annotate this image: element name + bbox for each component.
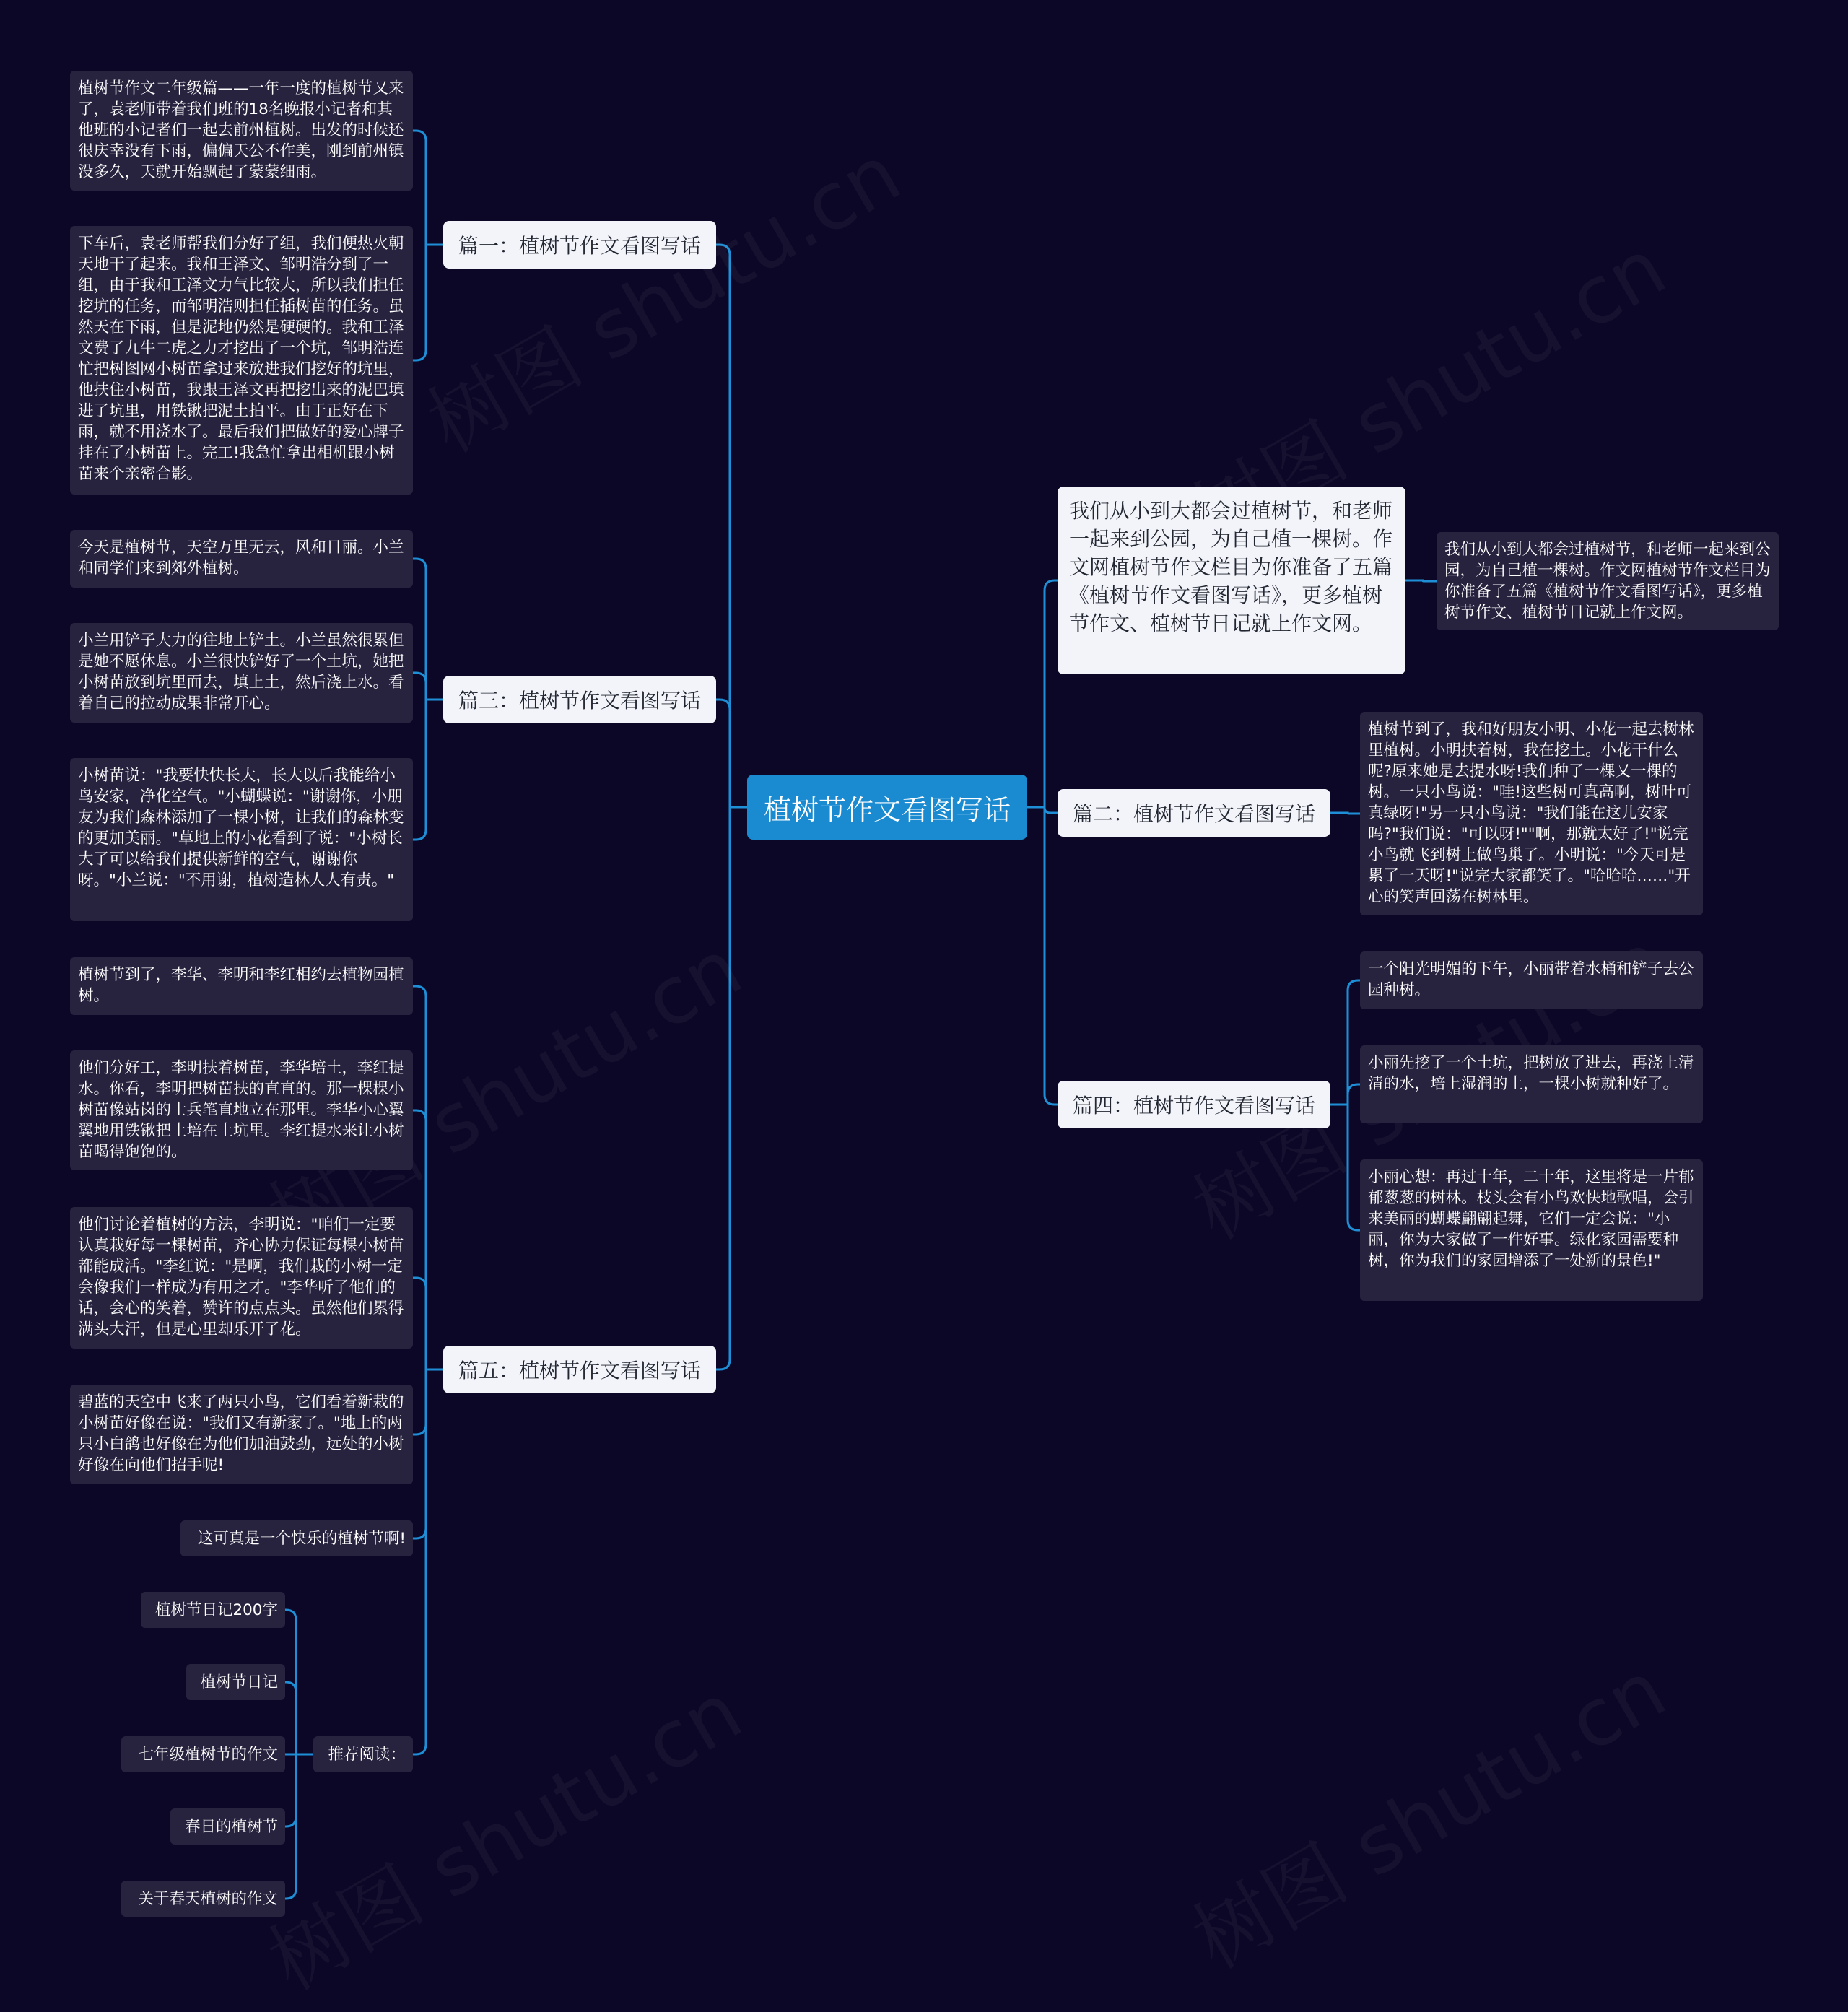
connector-line: [413, 673, 443, 700]
connector-line: [413, 1110, 443, 1369]
leaf-part3-3[interactable]: 小树苗说："我要快快长大，长大以后我能给小鸟安家，净化空气。"小蝴蝶说："谢谢你，小朋友为我们森林添加了一棵小树，让我们的森林变的更加美丽。"草地上的小花看到了说："小树长大了可以给我们提供新鲜的空气，谢谢你呀。"小兰说："不用谢，植树造林人人有责。": [70, 758, 413, 921]
leaf-part5-3[interactable]: 他们讨论着植树的方法，李明说："咱们一定要认真栽好每一棵树苗，齐心协力保证每棵小树苗都能成活。"李红说："是啊，我们栽的小树一定会像我们一样成为有用之才。"李华听了他们的话，会心的笑着，赞许的点点头。虽然他们累得满头大汗，但是心里却乐开了花。: [70, 1207, 413, 1349]
connector-line: [413, 986, 443, 1369]
connector-line: [1330, 1105, 1360, 1230]
leaf-part5-4[interactable]: 碧蓝的天空中飞来了两只小鸟，它们看着新栽的小树苗好像在说："我们又有新家了。"地上的两只小白鸽也好像在为他们加油鼓劲，远处的小树好像在向他们招手呢!: [70, 1385, 413, 1484]
branch-part5[interactable]: 篇五：植树节作文看图写话: [443, 1346, 716, 1393]
recommend-item[interactable]: 植树节日记: [186, 1664, 285, 1700]
leaf-part4-3[interactable]: 小丽心想：再过十年，二十年，这里将是一片郁郁葱葱的树林。枝头会有小鸟欢快地歌唱，会引来美丽的蝴蝶翩翩起舞，它们一定会说："小丽，你为大家做了一件好事。绿化家园需要种树，你为我们的家园增添了一处新的景色!": [1360, 1159, 1703, 1301]
leaf-part4-1[interactable]: 一个阳光明媚的下午，小丽带着水桶和铲子去公园种树。: [1360, 951, 1703, 1009]
connector-line: [716, 245, 747, 807]
root-node[interactable]: 植树节作文看图写话: [747, 775, 1027, 840]
leaf-part5-1[interactable]: 植树节到了，李华、李明和李红相约去植物园植树。: [70, 957, 413, 1015]
recommend-item[interactable]: 春日的植树节: [170, 1808, 285, 1845]
branch-part4[interactable]: 篇四：植树节作文看图写话: [1058, 1081, 1330, 1128]
intro-detail[interactable]: 我们从小到大都会过植树节，和老师一起来到公园，为自己植一棵树。作文网植树节作文栏目为你准备了五篇《植树节作文看图写话》，更多植树节作文、植树节日记就上作文网。: [1437, 532, 1779, 630]
branch-part3[interactable]: 篇三：植树节作文看图写话: [443, 676, 716, 723]
connector-line: [285, 1754, 313, 1826]
connector-line: [285, 1682, 313, 1754]
connector-line: [716, 807, 747, 1369]
connector-line: [1330, 980, 1360, 1105]
connector-line: [413, 131, 443, 245]
connector-line: [413, 700, 443, 840]
connector-line: [1027, 807, 1058, 1105]
recommend-item[interactable]: 植树节日记200字: [141, 1592, 285, 1628]
leaf-part3-1[interactable]: 今天是植树节，天空万里无云，风和日丽。小兰和同学们来到郊外植树。: [70, 530, 413, 588]
leaf-part1-2[interactable]: 下车后，袁老师帮我们分好了组，我们便热火朝天地干了起来。我和王泽文、邹明浩分到了一组，由于我和王泽文力气比较大，所以我们担任挖坑的任务，而邹明浩则担任插树苗的任务。虽然天在下雨，但是泥地仍然是硬硬的。我和王泽文费了九牛二虎之力才挖出了一个坑，邹明浩连忙把树图网小树苗拿过来放进我们挖好的坑里，他扶住小树苗，我跟王泽文再把挖出来的泥巴填进了坑里，用铁锹把泥土拍平。由于正好在下雨，就不用浇水了。最后我们把做好的爱心牌子挂在了小树苗上。完工!我急忙拿出相机跟小树苗来个亲密合影。: [70, 226, 413, 495]
connector-line: [716, 700, 747, 807]
recommend-label[interactable]: 推荐阅读：: [313, 1736, 413, 1772]
connector-line: [413, 1369, 443, 1538]
intro-node[interactable]: 我们从小到大都会过植树节，和老师一起来到公园，为自己植一棵树。作文网植树节作文栏目为你准备了五篇《植树节作文看图写话》，更多植树节作文、植树节日记就上作文网。: [1058, 487, 1405, 674]
leaf-part4-2[interactable]: 小丽先挖了一个土坑，把树放了进去，再浇上清清的水，培上湿润的土，一棵小树就种好了。: [1360, 1045, 1703, 1123]
recommend-item[interactable]: 七年级植树节的作文: [121, 1736, 285, 1772]
leaf-part5-5[interactable]: 这可真是一个快乐的植树节啊!: [180, 1520, 413, 1556]
connector-line: [1027, 580, 1058, 807]
leaf-part3-2[interactable]: 小兰用铲子大力的往地上铲土。小兰虽然很累但是她不愿休息。小兰很快铲好了一个土坑，她把小树苗放到坑里面去，填上土，然后浇上水。看着自己的拉动成果非常开心。: [70, 623, 413, 723]
recommend-item[interactable]: 关于春天植树的作文: [121, 1881, 285, 1917]
leaf-part5-2[interactable]: 他们分好工，李明扶着树苗，李华培土，李红提水。你看，李明把树苗扶的直直的。那一棵棵小树苗像站岗的士兵笔直地立在那里。李华小心翼翼地用铁锹把土培在土坑里。李红提水来让小树苗喝得饱饱的。: [70, 1050, 413, 1170]
branch-part2[interactable]: 篇二：植树节作文看图写话: [1058, 789, 1330, 837]
connector-line: [413, 1278, 443, 1369]
connector-line: [1330, 1084, 1360, 1105]
branch-part1[interactable]: 篇一：植树节作文看图写话: [443, 221, 716, 269]
connector-line: [413, 559, 443, 700]
connector-line: [1405, 580, 1437, 581]
connector-line: [413, 1369, 443, 1754]
connector-line: [413, 1369, 443, 1434]
leaf-part2-1[interactable]: 植树节到了，我和好朋友小明、小花一起去树林里植树。小明扶着树，我在挖土。小花干什么呢?原来她是去提水呀!我们种了一棵又一棵的树。一只小鸟说："哇!这些树可真高啊，树叶可真绿呀!"另一只小鸟说："我们能在这儿安家吗?"我们说："可以呀!""啊，那就太好了!"说完小鸟就飞到树上做鸟巢了。小明说："今天可是累了一天呀!"说完大家都笑了。"哈哈哈……"开心的笑声回荡在树林里。: [1360, 712, 1703, 915]
connector-line: [413, 245, 443, 360]
connector-line: [1330, 813, 1360, 814]
leaf-part1-1[interactable]: 植树节作文二年级篇——一年一度的植树节又来了，袁老师带着我们班的18名晚报小记者和其他班的小记者们一起去前州植树。出发的时候还很庆幸没有下雨，偏偏天公不作美，刚到前州镇没多久，天就开始飘起了蒙蒙细雨。: [70, 71, 413, 191]
